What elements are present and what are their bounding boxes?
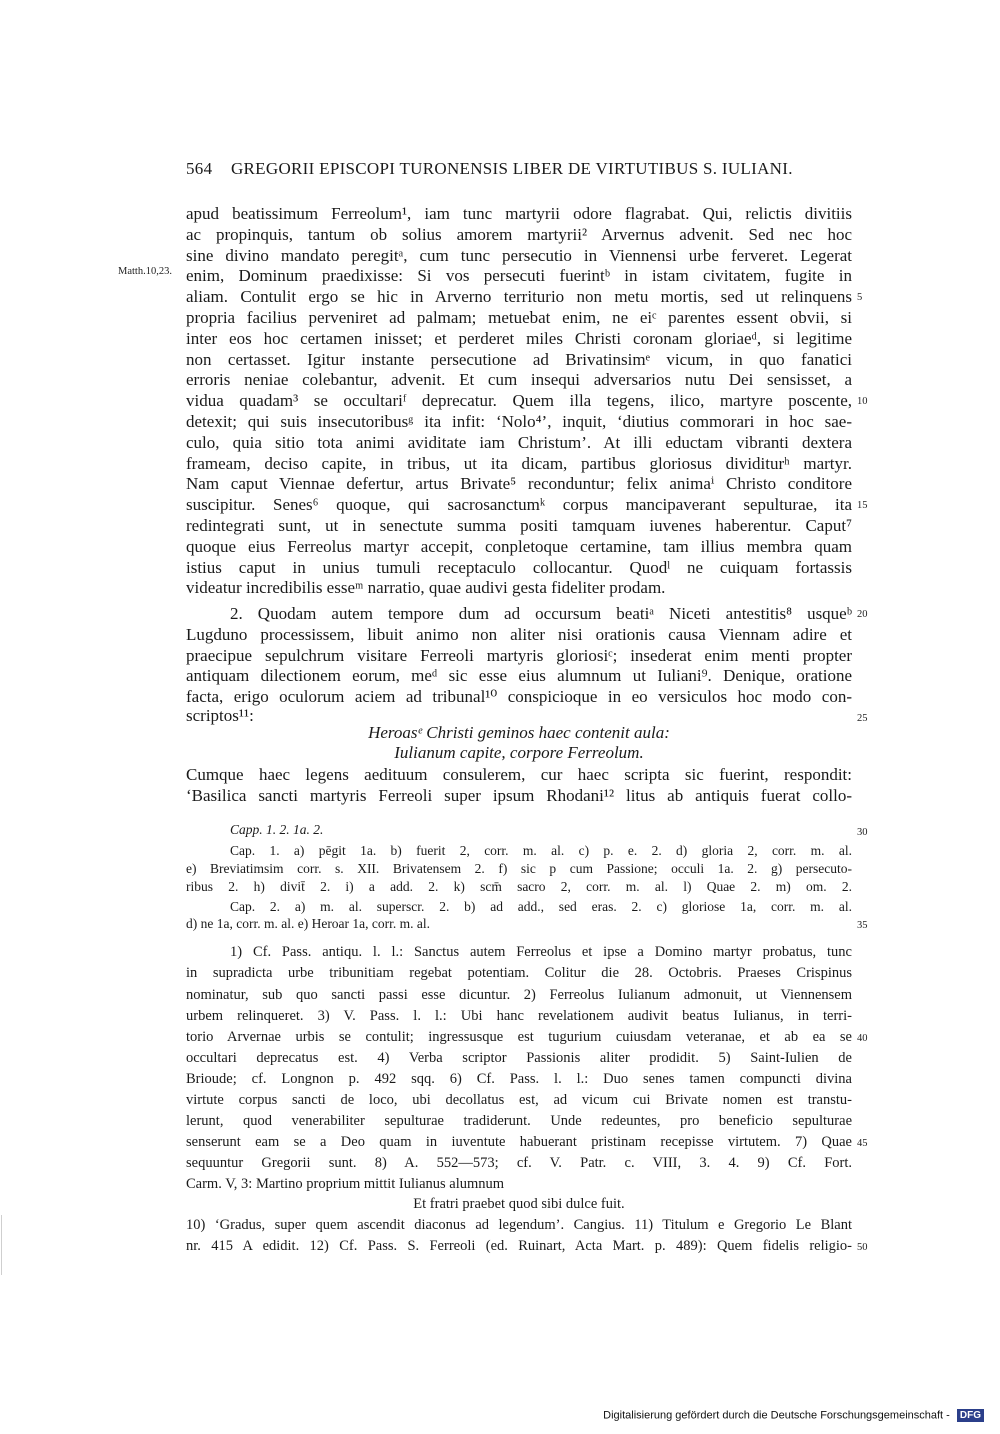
- line-number: 50: [857, 1242, 868, 1253]
- footnote-line: torio Arvernae urbis se contulit; ingressusque est tugurium cuiusdam veteranae, et ab ea se: [186, 1029, 852, 1045]
- apparatus-line: ribus 2. h) divit̄ 2. i) a add. 2. k) scm̄ sacro 2, corr. m. al. l) Quae 2. m) om. 2.: [186, 879, 852, 894]
- footnote-line: lerunt, quod venerabiliter sepulturae tradiderunt. Unde redeuntes, pro beneficio sepulturae: [186, 1113, 852, 1129]
- footnote-line: 10) ‘Gradus, super quem ascendit diaconus ad legendum’. Cangius. 11) Titulum e Gregorio Le Blant: [186, 1217, 852, 1233]
- text-line: detexit; qui suis insecutoribusᵍ ita infit: ‘Nolo⁴’, inquit, ‘diutius commorari in hoc sae-: [186, 412, 852, 431]
- text-line: non certasset. Igitur instante persecutione ad Brivatinsimᵉ vicum, in quo fanatici: [186, 350, 852, 369]
- footnote-line: sequuntur Gregorii sunt. 8) A. 552—573; cf. V. Patr. c. VIII, 3. 4. 9) Cf. Fort.: [186, 1155, 852, 1171]
- footnote-line: occultari deprecatus est. 4) Verba scriptor Passionis aliter prodidit. 5) Saint-Iulien de: [186, 1050, 852, 1066]
- digitization-footer: [603, 1409, 984, 1422]
- line-number: 30: [857, 827, 868, 838]
- footnote-line: nr. 415 A edidit. 12) Cf. Pass. S. Ferreoli (ed. Ruinart, Acta Mart. p. 489): Quem fidelis religio-: [186, 1238, 852, 1254]
- footnote-verse: Et fratri praebet quod sibi dulce fuit.: [413, 1196, 625, 1212]
- running-title: GREGORII EPISCOPI TURONENSIS LIBER DE VIRTUTIBUS S. IULIANI.: [230, 159, 793, 178]
- text-line: culo, quia sitio tota animi aviditate iam Christum’. At illi eductam vibranti dextera: [186, 433, 852, 452]
- verse-line: Iulianum capite, corpore Ferreolum.: [394, 743, 644, 762]
- line-number: 25: [857, 713, 868, 724]
- text-line: Nam caput Viennae defertur, artus Brivate⁵ reconduntur; felix animaⁱ Christo conditore: [186, 474, 852, 493]
- footnote-line: virtute corpus sancti de loco, ubi decollatus est, ad vicum cui Brivate nomen est transtu-: [186, 1092, 852, 1108]
- text-line: 2. Quodam autem tempore dum ad occursum beatiᵃ Niceti antestitis⁸ usqueᵇ: [230, 604, 852, 623]
- text-line: erroris neniae colebantur, advenit. Et cum insequi adversarios nutu Dei sensisset, a: [186, 370, 852, 389]
- text-line: sine divino mandato peregitᵃ, cum tunc persecutio in Viennensi urbe ferveret. Legerat: [186, 246, 852, 265]
- apparatus-line: e) Breviatimsim corr. s. XII. Brivatensem 2. f) sic p cum Passione; occuli 1a. 2. g) persecuto-: [186, 861, 852, 876]
- text-line: suscipitur. Senes⁶ quoque, qui sacrosanctumᵏ corpus mancipaverant sepulturae, ita: [186, 495, 852, 514]
- line-number: 15: [857, 500, 868, 511]
- line-number: 10: [857, 396, 868, 407]
- text-line: redintegrati sunt, ut in senectute summa positi tamquam iuvenes haberentur. Caput⁷: [186, 516, 852, 535]
- footnote-line: senserunt eam se a Deo quam in iuventute habuerant pristinam recepisse virtutem. 7) Quae: [186, 1134, 852, 1150]
- footer-text: Digitalisierung gefördert durch die Deutsche Forschungsgemeinschaft -: [603, 1409, 950, 1422]
- running-header: [186, 159, 852, 179]
- scan-edge-line: [1, 1215, 2, 1275]
- apparatus-line: Capp. 1. 2. 1a. 2.: [230, 822, 324, 837]
- text-line: apud beatissimum Ferreolum¹, iam tunc martyrii odore flagrabat. Qui, relictis divitiis: [186, 204, 852, 223]
- line-number: 45: [857, 1138, 868, 1149]
- text-line: vidua quadam³ se occultariᶠ deprecatur. Quem illa tegens, ilico, martyre poscente,: [186, 391, 852, 410]
- line-number: 40: [857, 1033, 868, 1044]
- line-number: 5: [857, 292, 863, 303]
- footnote-line: urbem relinqueret. 3) V. Pass. l. l.: Ubi hanc revelationem audivit beatus Iulianus, in terri-: [186, 1008, 852, 1024]
- text-line: praecipue sepulchrum visitare Ferreoli martyris gloriosiᶜ; insederat enim menti propter: [186, 646, 852, 665]
- text-line: quoque eius Ferreolus martyr accepit, conpletoque certamine, tam illius membra quam: [186, 537, 852, 556]
- text-line: aliam. Contulit ergo se hic in Arverno territurio non metu mortis, sed ut relinquens: [186, 287, 852, 306]
- line-number: 20: [857, 609, 868, 620]
- margin-reference: Matth.10,23.: [118, 266, 172, 277]
- text-line: ac propinquis, tantum ob solius amorem martyrii² Arvernus advenit. Sed nec hoc: [186, 225, 852, 244]
- footnote-line: in supradicta urbe tribunitiam regebat potentiam. Colitur die 28. Octobris. Praeses Crispinus: [186, 965, 852, 981]
- text-line: ‘Basilica sancti martyris Ferreoli super ipsum Rhodani¹² litus ab antiquis fuerat collo-: [186, 786, 852, 805]
- apparatus-line: Cap. 1. a) pēgit 1a. b) fuerit 2, corr. m. al. c) p. e. 2. d) gloria 2, corr. m. al.: [230, 843, 852, 858]
- footnote-line: Brioude; cf. Longnon p. 492 sqq. 6) Cf. Pass. l. l.: Duo senes tamen compuncti divina: [186, 1071, 852, 1087]
- text-line: propria facilius perveniret ad palmam; metuebat enim, ne eiᶜ parentes essent obvii, si: [186, 308, 852, 327]
- text-line: antiquam dilectionem eorum, meᵈ sic esse eius alumnum ut Iuliani⁹. Denique, oratione: [186, 666, 852, 685]
- text-line: frameam, deciso capite, in tribus, ut ita dicam, partibus gloriosus dividiturʰ martyr.: [186, 454, 852, 473]
- text-line: facta, erigo oculorum aciem ad tribunal¹⁰ conspicioque in eo versiculos hoc modo con-: [186, 687, 852, 706]
- apparatus-line: d) ne 1a, corr. m. al. e) Heroar 1a, corr. m. al.: [186, 916, 431, 931]
- text-line: inter eos hoc certamen inisset; et perderet miles Christi coronam gloriaeᵈ, si legitime: [186, 329, 852, 348]
- text-line: istius caput in unius tumuli receptaculo collocantur. Quodˡ ne cuiquam fortassis: [186, 558, 852, 577]
- text-line: videatur incredibilis esseᵐ narratio, quae audivi gesta fideliter prodam.: [186, 578, 666, 597]
- text-line: enim, Dominum praedixisse: Si vos persecuti fuerintᵇ in istam civitatem, fugite in: [186, 266, 852, 285]
- dfg-logo: DFG: [957, 1409, 984, 1422]
- text-line: Lugduno processissem, libuit animo non aliter nisi orationis causa Viennam adire et: [186, 625, 852, 644]
- text-line: scriptos¹¹:: [186, 706, 254, 725]
- text-line: Cumque haec legens aedituum consulerem, cur haec scripta sic fuerint, respondit:: [186, 765, 852, 784]
- footnote-line: nominatur, sub quo sancti passi esse dicuntur. 2) Ferreolus Iulianum admonuit, ut Viennensem: [186, 987, 852, 1003]
- line-number: 35: [857, 920, 868, 931]
- footnote-line: 1) Cf. Pass. antiqu. l. l.: Sanctus autem Ferreolus et ipse a Domino martyr probatus, tunc: [230, 944, 852, 960]
- page-number: 564: [186, 159, 213, 178]
- footnote-line: Carm. V, 3: Martino proprium mittit Iulianus alumnum: [186, 1176, 505, 1192]
- apparatus-line: Cap. 2. a) m. al. superscr. 2. b) ad add., sed eras. 2. c) gloriose 1a, corr. m. al.: [230, 899, 852, 914]
- verse-line: Heroasᵉ Christi geminos haec contenit aula:: [368, 723, 670, 742]
